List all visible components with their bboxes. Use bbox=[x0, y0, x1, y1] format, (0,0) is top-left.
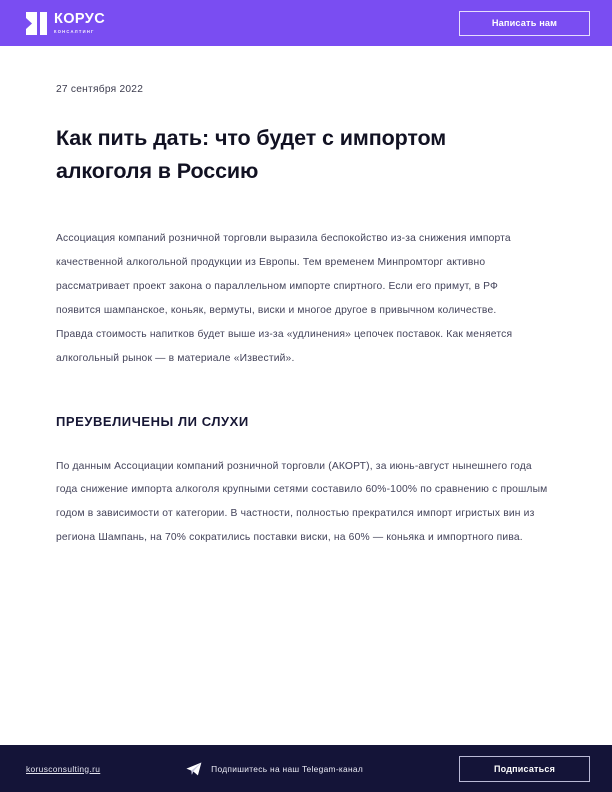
logo-wordmark bbox=[54, 12, 105, 34]
logo-subtitle: КОНСАЛТИНГ bbox=[54, 28, 95, 34]
footer-site-url[interactable]: korusconsulting.ru bbox=[26, 763, 101, 774]
korus-bracket-icon bbox=[26, 12, 47, 35]
article-date: 27 сентября 2022 bbox=[56, 84, 144, 95]
subscribe-button[interactable]: Подписаться bbox=[459, 756, 590, 782]
footer-subscribe-prompt bbox=[100, 762, 449, 776]
section-heading: ПРЕУВЕЛИЧЕНЫ ЛИ СЛУХИ bbox=[56, 413, 249, 429]
lead-paragraph: Ассоциация компаний розничной торговли выразила беспокойство из-за снижения импорта качественной алкогольной продукции из Европы. Тем временем Минпромторг активно рассматривает проект закона о параллельном импорте спиртного. Если его примут, в РФ появится шампанское, коньяк, вермуты, виски и многое другое в привычном количестве. Правда стоимость напитков будет выше из-за «удлинения» цепочек поставок. Как меняется алкогольный рынок — в материале «Известий». bbox=[56, 233, 513, 364]
subscribe-prompt-text: Подпишитесь на наш Telegam-канал bbox=[211, 763, 364, 774]
article-body bbox=[56, 227, 556, 550]
logo-name: КОРУС bbox=[54, 11, 106, 28]
korus-logo[interactable] bbox=[26, 12, 105, 35]
article-title: Как пить дать: что будет с импортом алкоголя в Россию bbox=[56, 126, 447, 183]
write-to-us-button[interactable]: Написать нам bbox=[459, 11, 590, 36]
section-paragraph: По данным Ассоциации компаний розничной торговли (АКОРТ), за июнь-август нынешнего года года снижение импорта алкоголя крупными сетями составило 60%-100% по сравнению с прошлым годом в зависимости от категории. В частности, полностью прекратился импорт игристых вин из региона Шампань, на 70% сократились поставки виски, на 60% — коньяка и импортного пива. bbox=[56, 460, 548, 544]
telegram-paper-plane-icon bbox=[186, 762, 202, 776]
site-footer bbox=[0, 745, 612, 792]
site-header bbox=[0, 0, 612, 46]
article-content bbox=[0, 46, 612, 745]
